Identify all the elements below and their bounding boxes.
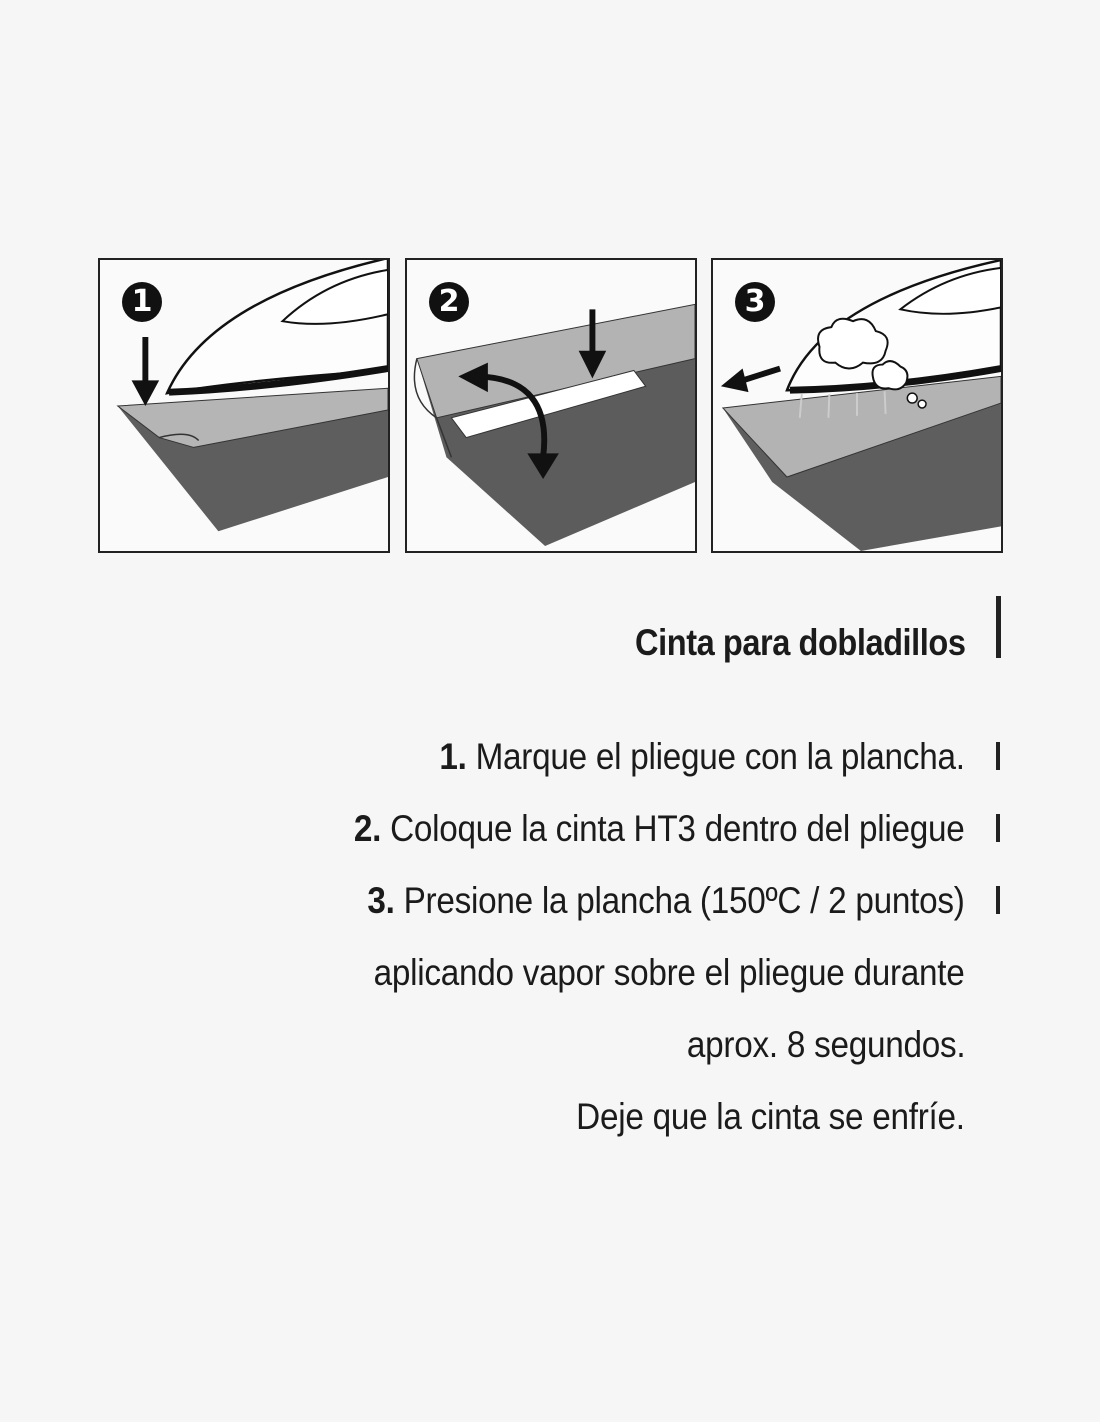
step-2-illustration (405, 258, 697, 553)
step-2-line (354, 808, 965, 850)
step-1-illustration (98, 258, 390, 553)
step-3-line (368, 880, 965, 922)
step-number: 2. (354, 808, 382, 849)
step-number: 3. (367, 880, 396, 921)
cooling-note: Deje que la cinta se enfríe. (576, 1096, 965, 1137)
step-1-badge: 1 (122, 282, 162, 322)
section-title: Cinta para dobladillos (634, 622, 965, 663)
step-text: Presione la plancha (150ºC / 2 puntos) (404, 880, 966, 921)
step-3-illustration (711, 258, 1003, 553)
step-3-continuation: aprox. 8 segundos. (686, 1024, 965, 1065)
step-1-line (440, 736, 965, 778)
step-2-badge: 2 (429, 282, 469, 322)
margin-bar (996, 596, 1001, 658)
margin-bar (996, 742, 1000, 770)
instruction-illustrations (98, 258, 1003, 563)
step-text: Coloque la cinta HT3 dentro del pliegue (390, 808, 966, 849)
step-number: 1. (439, 736, 467, 777)
margin-bar (996, 886, 1000, 914)
step-3-badge: 3 (735, 282, 775, 322)
step-3-continuation: aplicando vapor sobre el pliegue durante (374, 952, 965, 993)
step-text: Marque el pliegue con la plancha. (475, 736, 965, 777)
margin-bar (996, 814, 1000, 842)
